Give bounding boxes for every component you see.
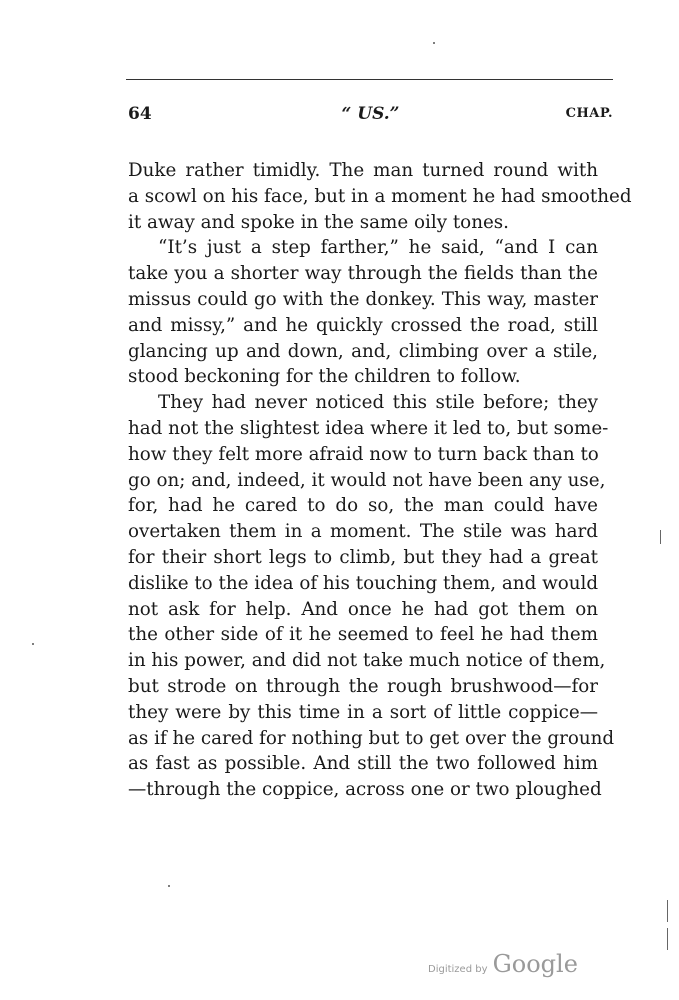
body-text: [128, 158, 632, 803]
running-header: [128, 104, 613, 128]
text-line: They had never noticed this stile before; they: [158, 392, 598, 414]
text-line: the other side of it he seemed to feel he had them: [128, 624, 598, 646]
text-line: as if he cared for nothing but to get over the ground: [128, 727, 615, 749]
text-line: go on; and, indeed, it would not have been any use,: [128, 469, 606, 491]
scan-edge-mark: [667, 900, 668, 922]
scan-speck: [168, 885, 170, 887]
text-line: a scowl on his face, but in a moment he had smoothed: [128, 185, 632, 207]
text-line: stood beckoning for the children to follow.: [128, 366, 521, 388]
text-line: glancing up and down, and, climbing over a stile,: [128, 340, 598, 362]
text-line: missus could go with the donkey. This way, master: [128, 288, 598, 310]
running-title: “ US.”: [341, 104, 400, 124]
scan-edge-mark: [667, 928, 668, 950]
text-line: it away and spoke in the same oily tones.: [128, 211, 509, 233]
text-line: “It’s just a step farther,” he said, “and I can: [158, 237, 598, 259]
text-line: and missy,” and he quickly crossed the road, still: [128, 314, 598, 336]
page-number: 64: [128, 104, 152, 124]
text-line: not ask for help. And once he had got them on: [128, 598, 598, 620]
text-line: Duke rather timidly. The man turned round with: [128, 160, 598, 181]
text-line: overtaken them in a moment. The stile was hard: [128, 521, 598, 543]
header-rule: [126, 79, 613, 80]
scan-speck: [32, 643, 34, 645]
digitized-watermark: [428, 950, 578, 978]
scan-edge-mark: [660, 530, 661, 544]
text-line: had not the slightest idea where it led to, but some-: [128, 417, 609, 439]
text-line: in his power, and did not take much notice of them,: [128, 650, 606, 672]
text-line: but strode on through the rough brushwood—for: [128, 675, 598, 697]
text-line: they were by this time in a sort of little coppice—: [128, 701, 598, 723]
text-line: dislike to the idea of his touching them, and would: [128, 572, 599, 594]
scan-speck: [433, 42, 435, 44]
text-line: for, had he cared to do so, the man could have: [128, 495, 598, 517]
text-line: how they felt more afraid now to turn back than to: [128, 443, 599, 465]
text-line: for their short legs to climb, but they had a great: [128, 546, 598, 568]
watermark-logo: Google: [492, 950, 578, 978]
section-label: CHAP.: [565, 106, 613, 121]
watermark-prefix: Digitized by: [428, 964, 488, 975]
text-line: take you a shorter way through the fields than the: [128, 263, 598, 285]
text-line: —through the coppice, across one or two ploughed: [128, 779, 602, 801]
text-line: as fast as possible. And still the two followed him: [128, 753, 598, 775]
